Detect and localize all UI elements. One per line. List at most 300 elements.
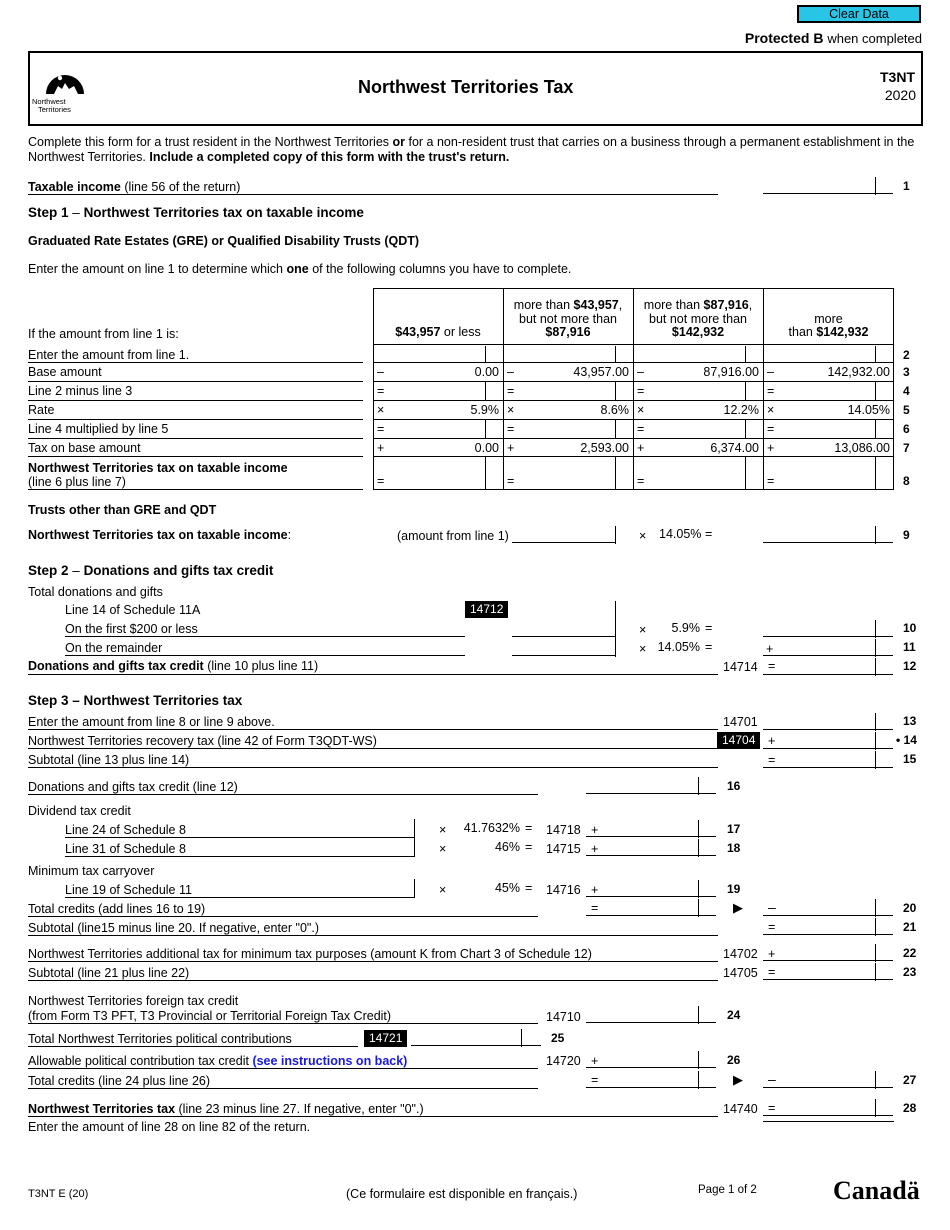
line26-input[interactable] — [586, 1051, 716, 1068]
cell-underline — [373, 381, 503, 382]
cell-underline — [503, 362, 633, 363]
line20-input[interactable] — [763, 899, 893, 916]
row-underline — [28, 362, 363, 363]
line27-input[interactable] — [763, 1071, 893, 1088]
minimum-tax-title: Minimum tax carryover — [28, 864, 155, 878]
line19-times: × — [439, 883, 447, 897]
cell-underline — [763, 381, 893, 382]
line12-equals: = — [768, 659, 776, 673]
line26-label: Allowable political contribution tax credit (see instructions on back) — [28, 1054, 408, 1068]
field-code-14710: 14710 — [546, 1010, 581, 1024]
line-number-20: 20 — [903, 901, 917, 915]
cents-divider — [875, 382, 876, 400]
operator-symbol: = — [377, 384, 385, 398]
cents-divider — [615, 457, 616, 489]
table-row-label: Line 4 multiplied by line 5 — [28, 422, 169, 436]
leader-line — [28, 1023, 538, 1024]
line-number-10: 10 — [903, 621, 917, 635]
intro-text-line2: Northwest Territories. Include a completed copy of this form with the trust's return. — [28, 150, 510, 164]
line20-minus: – — [768, 899, 776, 915]
arrow-right-icon: ▶ — [733, 900, 743, 915]
line9-amount-input[interactable] — [512, 526, 616, 543]
line22-input[interactable] — [763, 944, 893, 961]
cents-divider — [875, 963, 876, 981]
cents-divider — [745, 382, 746, 400]
cents-divider — [875, 639, 876, 657]
cell-underline — [763, 362, 893, 363]
double-underline — [763, 1121, 894, 1122]
line9-equals: = — [705, 527, 713, 541]
cents-divider — [875, 751, 876, 769]
line11-equals: = — [705, 640, 713, 654]
line22-label: Northwest Territories additional tax for minimum tax purposes (amount K from Chart 3 of Schedule 12) — [28, 947, 592, 961]
column-header-3-line2: but not more than — [649, 312, 747, 326]
cell-underline — [763, 400, 893, 401]
line-number-3: 3 — [903, 365, 910, 379]
cell-underline — [373, 419, 503, 420]
operator-symbol: = — [507, 422, 515, 436]
step3-title: Step 3 – Northwest Territories tax — [28, 693, 243, 708]
cell-underline — [763, 456, 893, 457]
cell-underline — [763, 489, 893, 490]
dotted-leader — [28, 194, 718, 195]
cents-divider — [875, 899, 876, 917]
leader-line — [28, 794, 538, 795]
cell-underline — [763, 419, 893, 420]
line9-rate: 14.05% — [659, 527, 702, 541]
line25-label: Total Northwest Territories political contributions — [28, 1032, 292, 1046]
leader-line — [28, 1088, 538, 1089]
line16-input[interactable] — [586, 777, 716, 794]
line-number-5: 5 — [903, 403, 910, 417]
leader-line — [28, 674, 718, 675]
line27-equals: = — [591, 1073, 599, 1087]
row-underline — [28, 456, 363, 457]
cents-divider — [698, 820, 699, 838]
line10-rate: 5.9% — [671, 621, 700, 635]
cents-divider — [875, 658, 876, 676]
cents-divider — [615, 420, 616, 438]
row-underline — [28, 438, 363, 439]
line18-input[interactable] — [586, 839, 716, 856]
line-number-6: 6 — [903, 422, 910, 436]
step2-title: Step 2 – Donations and gifts tax credit — [28, 563, 274, 578]
field-code-14701: 14701 — [723, 715, 758, 729]
cents-divider — [875, 1099, 876, 1117]
arrow-right-icon: ▶ — [733, 1072, 743, 1087]
step1-title: Step 1 – Northwest Territories tax on taxable income — [28, 205, 364, 220]
cell-underline — [503, 456, 633, 457]
line13-label: Enter the amount from line 8 or line 9 above. — [28, 715, 275, 729]
table-row-label: Tax on base amount — [28, 441, 141, 455]
cell-underline — [373, 400, 503, 401]
cell-underline — [373, 438, 503, 439]
leader-line — [65, 837, 415, 838]
operator-symbol: = — [507, 384, 515, 398]
row-underline — [28, 400, 363, 401]
line20-equals: = — [591, 901, 599, 915]
line22-plus: + — [768, 947, 776, 961]
line23-label: Subtotal (line 21 plus line 22) — [28, 966, 190, 980]
french-availability-note: (Ce formulaire est disponible en français.) — [346, 1187, 578, 1201]
cell-value: 0.00 — [474, 365, 499, 379]
cents-divider — [698, 1071, 699, 1089]
field-code-14702: 14702 — [723, 947, 758, 961]
operator-symbol: × — [637, 403, 645, 417]
field-code-14714: 14714 — [723, 660, 758, 674]
cents-divider — [875, 918, 876, 936]
line-number-15: 15 — [903, 752, 917, 766]
cents-divider — [485, 382, 486, 400]
cents-divider — [698, 1051, 699, 1069]
line19-label: Line 19 of Schedule 11 — [65, 883, 192, 897]
line10-times: × — [639, 623, 647, 637]
leader-line — [65, 655, 465, 656]
line-number-8: 8 — [903, 474, 910, 488]
line-number-12: 12 — [903, 659, 917, 673]
column-header-3-line1: more than $87,916, — [643, 298, 753, 312]
leader-line — [65, 897, 415, 898]
cell-underline — [373, 489, 503, 490]
other-trusts-title: Trusts other than GRE and QDT — [28, 503, 217, 517]
cents-divider — [745, 457, 746, 489]
cell-underline — [633, 489, 763, 490]
line18-plus: + — [591, 842, 599, 856]
leader-line — [65, 856, 415, 857]
cell-value: 5.9% — [470, 403, 499, 417]
line15-equals: = — [768, 753, 776, 767]
line18-equals: = — [525, 840, 533, 854]
operator-symbol: + — [637, 441, 645, 455]
line-number-2: 2 — [903, 348, 910, 362]
remainder-label: On the remainder — [65, 641, 163, 655]
cell-underline — [373, 456, 503, 457]
line-number-1: 1 — [903, 179, 910, 193]
line15-label: Subtotal (line 13 plus line 14) — [28, 753, 190, 767]
line27-label: Total credits (line 24 plus line 26) — [28, 1074, 211, 1088]
line18-label: Line 31 of Schedule 8 — [65, 842, 186, 856]
table-row-label: Base amount — [28, 365, 102, 379]
cents-divider — [485, 457, 486, 489]
line-number-27: 27 — [903, 1073, 917, 1087]
leader-line — [28, 935, 718, 936]
cents-divider — [698, 777, 699, 795]
line-number-25: 25 — [551, 1031, 565, 1045]
line26-plus: + — [591, 1054, 599, 1068]
cents-divider — [615, 346, 616, 362]
line11-rate: 14.05% — [657, 640, 700, 654]
operator-symbol: × — [767, 403, 775, 417]
line1-input[interactable] — [763, 177, 893, 194]
cell-value: 13,086.00 — [834, 441, 890, 455]
line23-input[interactable] — [763, 963, 893, 980]
total-donations-label: Total donations and gifts — [28, 585, 163, 599]
cents-divider — [875, 1071, 876, 1089]
cell-value: 87,916.00 — [703, 365, 759, 379]
field-code-14740: 14740 — [723, 1102, 758, 1116]
operator-symbol: = — [637, 474, 645, 488]
line14-plus: + — [768, 734, 776, 748]
cents-divider — [745, 420, 746, 438]
line18-times: × — [439, 842, 447, 856]
line-number-21: 21 — [903, 920, 917, 934]
line13-input[interactable] — [763, 713, 893, 730]
line-number-13: 13 — [903, 714, 917, 728]
cell-underline — [503, 381, 633, 382]
cents-divider — [521, 1029, 522, 1047]
cents-divider — [875, 732, 876, 750]
line14-input[interactable] — [763, 732, 893, 749]
table-row-label: Rate — [28, 403, 55, 417]
leader-line — [28, 980, 718, 981]
clear-data-button[interactable]: Clear Data — [797, 5, 921, 23]
dividend-title: Dividend tax credit — [28, 804, 131, 818]
cell-underline — [633, 381, 763, 382]
page-number: Page 1 of 2 — [698, 1184, 757, 1196]
taxable-income-label: Taxable income (line 56 of the return) — [28, 180, 241, 194]
form-title: Northwest Territories Tax — [358, 77, 574, 97]
cell-underline — [633, 400, 763, 401]
column-header-2-line2: but not more than — [519, 312, 617, 326]
line28-note: Enter the amount of line 28 on line 82 of the return. — [28, 1120, 311, 1134]
form-code: T3NT — [880, 69, 915, 85]
cell-value: 2,593.00 — [580, 441, 629, 455]
line-number-18: 18 — [727, 841, 741, 855]
line11-plus: + — [766, 642, 774, 656]
protected-b-label: Protected B when completed — [744, 30, 922, 46]
intro-text-line1: Complete this form for a trust resident in the Northwest Territories or for a non-resident trust that carries on a business through a permanent establishment in the — [28, 135, 915, 149]
line9-input[interactable] — [763, 526, 893, 543]
line17-input[interactable] — [586, 820, 716, 837]
line-number-14: • 14 — [896, 733, 917, 747]
cents-divider — [875, 457, 876, 489]
donations-total-input[interactable] — [512, 601, 616, 618]
row-underline — [28, 419, 363, 420]
line27-subtotal-input[interactable] — [586, 1071, 716, 1088]
operator-symbol: – — [767, 365, 774, 379]
line19-equals: = — [525, 881, 533, 895]
leader-line — [28, 916, 538, 917]
operator-symbol: = — [637, 384, 645, 398]
line15-input[interactable] — [763, 751, 893, 768]
table-row-label: Northwest Territories tax on taxable income (line 6 plus line 7) — [28, 461, 288, 489]
canada-wordmark: Canadä — [833, 1176, 920, 1205]
column-header-2-line3: $87,916 — [545, 325, 591, 339]
cell-underline — [633, 362, 763, 363]
line27-minus: – — [768, 1071, 776, 1087]
cents-divider — [875, 177, 876, 195]
operator-symbol: = — [767, 422, 775, 436]
cell-underline — [503, 400, 633, 401]
line-number-26: 26 — [727, 1053, 741, 1067]
line28-label: Northwest Territories tax (line 23 minus line 27. If negative, enter "0".) — [28, 1102, 424, 1116]
line21-label: Subtotal (line15 minus line 20. If negative, enter "0".) — [28, 921, 319, 935]
line-number-11: 11 — [903, 640, 916, 654]
gre-title: Graduated Rate Estates (GRE) or Qualified Disability Trusts (QDT) — [28, 234, 420, 248]
line17-rate: 41.7632% — [463, 821, 520, 835]
cents-divider — [875, 944, 876, 962]
operator-symbol: + — [767, 441, 775, 455]
line9-times: × — [639, 529, 647, 543]
field-code-14716: 14716 — [546, 883, 581, 897]
line-number-24: 24 — [727, 1008, 741, 1022]
operator-symbol: × — [507, 403, 515, 417]
line16-label: Donations and gifts tax credit (line 12) — [28, 780, 238, 794]
cents-divider — [615, 382, 616, 400]
line24-label-line2: (from Form T3 PFT, T3 Provincial or Territorial Foreign Tax Credit) — [28, 1009, 392, 1023]
line14-sched-label: Line 14 of Schedule 11A — [65, 603, 201, 617]
field-code-14712: 14712 — [465, 601, 508, 618]
line21-input[interactable] — [763, 918, 893, 935]
line-number-22: 22 — [903, 946, 917, 960]
line-number-4: 4 — [903, 384, 910, 398]
row-underline — [28, 489, 363, 490]
cell-underline — [763, 438, 893, 439]
operator-symbol: = — [637, 422, 645, 436]
cell-underline — [503, 438, 633, 439]
operator-symbol: = — [767, 384, 775, 398]
table-row-label: Line 2 minus line 3 — [28, 384, 133, 398]
column-header-4-line1: more — [814, 312, 843, 326]
line11-times: × — [639, 642, 647, 656]
line-number-17: 17 — [727, 822, 741, 836]
cents-divider — [698, 899, 699, 917]
line-number-28: 28 — [903, 1101, 917, 1115]
remainder-input[interactable] — [512, 639, 616, 656]
line9-label: Northwest Territories tax on taxable income: — [28, 528, 292, 542]
enter-amount-text: Enter the amount on line 1 to determine which one of the following columns you have to complete. — [28, 262, 572, 276]
column-header-2-line1: more than $43,957, — [513, 298, 623, 312]
line12-label: Donations and gifts tax credit (line 10 plus line 11) — [28, 659, 319, 673]
line20-label: Total credits (add lines 16 to 19) — [28, 902, 206, 916]
operator-symbol: = — [767, 474, 775, 488]
operator-symbol: = — [507, 474, 515, 488]
operator-symbol: + — [507, 441, 515, 455]
operator-symbol: – — [507, 365, 514, 379]
leader-line — [28, 1116, 718, 1117]
line11-input[interactable] — [763, 639, 893, 656]
header-divider — [373, 344, 894, 345]
cents-divider — [615, 526, 616, 544]
field-code-14720: 14720 — [546, 1054, 581, 1068]
operator-symbol: – — [377, 365, 384, 379]
form-identifier: T3NT E (20) — [28, 1188, 89, 1200]
line-number-16: 16 — [727, 779, 741, 793]
cell-underline — [373, 362, 503, 363]
cell-underline — [633, 438, 763, 439]
row-underline — [28, 381, 363, 382]
cents-divider — [875, 526, 876, 544]
field-code-14704: 14704 — [717, 732, 760, 749]
nwt-logo: Northwest Territories — [32, 64, 92, 116]
line12-input[interactable] — [763, 658, 893, 675]
line19-rate: 45% — [494, 881, 520, 895]
column-header-3-line3: $142,932 — [671, 325, 725, 339]
line10-equals: = — [705, 621, 713, 635]
bracket-line — [414, 819, 415, 857]
bracket-line — [414, 879, 415, 898]
line20-subtotal-input[interactable] — [586, 899, 716, 916]
line28-equals: = — [768, 1101, 776, 1115]
field-code-14718: 14718 — [546, 823, 581, 837]
line14-label: Northwest Territories recovery tax (line 42 of Form T3QDT-WS) — [28, 734, 377, 748]
cell-value: 0.00 — [474, 441, 499, 455]
line23-equals: = — [768, 965, 776, 979]
field-code-14721: 14721 — [364, 1030, 407, 1047]
cell-underline — [633, 419, 763, 420]
see-instructions-link[interactable]: (see instructions on back) — [252, 1054, 408, 1068]
operator-symbol: = — [377, 422, 385, 436]
line18-rate: 46% — [494, 840, 520, 854]
leader-line — [28, 961, 718, 962]
cell-value: 14.05% — [847, 403, 890, 417]
cell-underline — [633, 456, 763, 457]
line17-equals: = — [525, 821, 533, 835]
operator-symbol: = — [377, 474, 385, 488]
cents-divider — [698, 839, 699, 857]
cell-value: 12.2% — [723, 403, 759, 417]
line-number-23: 23 — [903, 965, 917, 979]
cell-value: 43,957.00 — [573, 365, 629, 379]
cell-underline — [503, 419, 633, 420]
line24-label-line1: Northwest Territories foreign tax credit — [28, 994, 239, 1008]
line19-input[interactable] — [586, 880, 716, 897]
line-number-19: 19 — [727, 882, 741, 896]
cents-divider — [875, 346, 876, 362]
cents-divider — [745, 346, 746, 362]
line9-amount-label: (amount from line 1) — [397, 529, 509, 543]
line17-label: Line 24 of Schedule 8 — [65, 823, 186, 837]
line28-input[interactable] — [763, 1099, 893, 1116]
line21-equals: = — [768, 920, 776, 934]
operator-symbol: × — [377, 403, 385, 417]
cents-divider — [875, 420, 876, 438]
cents-divider — [875, 620, 876, 638]
polar-bear-icon — [32, 64, 92, 100]
field-code-14715: 14715 — [546, 842, 581, 856]
cents-divider — [698, 1006, 699, 1024]
line10-input[interactable] — [763, 620, 893, 637]
line19-plus: + — [591, 883, 599, 897]
field-code-14705: 14705 — [723, 966, 758, 980]
if-amount-label: If the amount from line 1 is: — [28, 327, 179, 341]
cell-value: 6,374.00 — [710, 441, 759, 455]
leader-line — [28, 1068, 538, 1069]
line-number-9: 9 — [903, 528, 910, 542]
operator-symbol: – — [637, 365, 644, 379]
column-header-4-line2: than $142,932 — [788, 325, 869, 339]
line-number-7: 7 — [903, 441, 910, 455]
first-200-input[interactable] — [512, 620, 616, 637]
table-row-label: Enter the amount from line 1. — [28, 348, 190, 362]
line24-input[interactable] — [586, 1006, 716, 1023]
leader-line — [65, 636, 465, 637]
leader-line — [28, 729, 718, 730]
cents-divider — [485, 346, 486, 362]
cents-divider — [875, 713, 876, 731]
first-200-label: On the first $200 or less — [65, 622, 198, 636]
form-year: 2020 — [884, 87, 916, 103]
cell-value: 8.6% — [600, 403, 629, 417]
leader-line — [28, 1046, 358, 1047]
cell-underline — [503, 489, 633, 490]
cents-divider — [485, 420, 486, 438]
cents-divider — [698, 880, 699, 898]
leader-line — [28, 748, 718, 749]
line17-times: × — [439, 823, 447, 837]
cell-value: 142,932.00 — [827, 365, 890, 379]
line17-plus: + — [591, 823, 599, 837]
